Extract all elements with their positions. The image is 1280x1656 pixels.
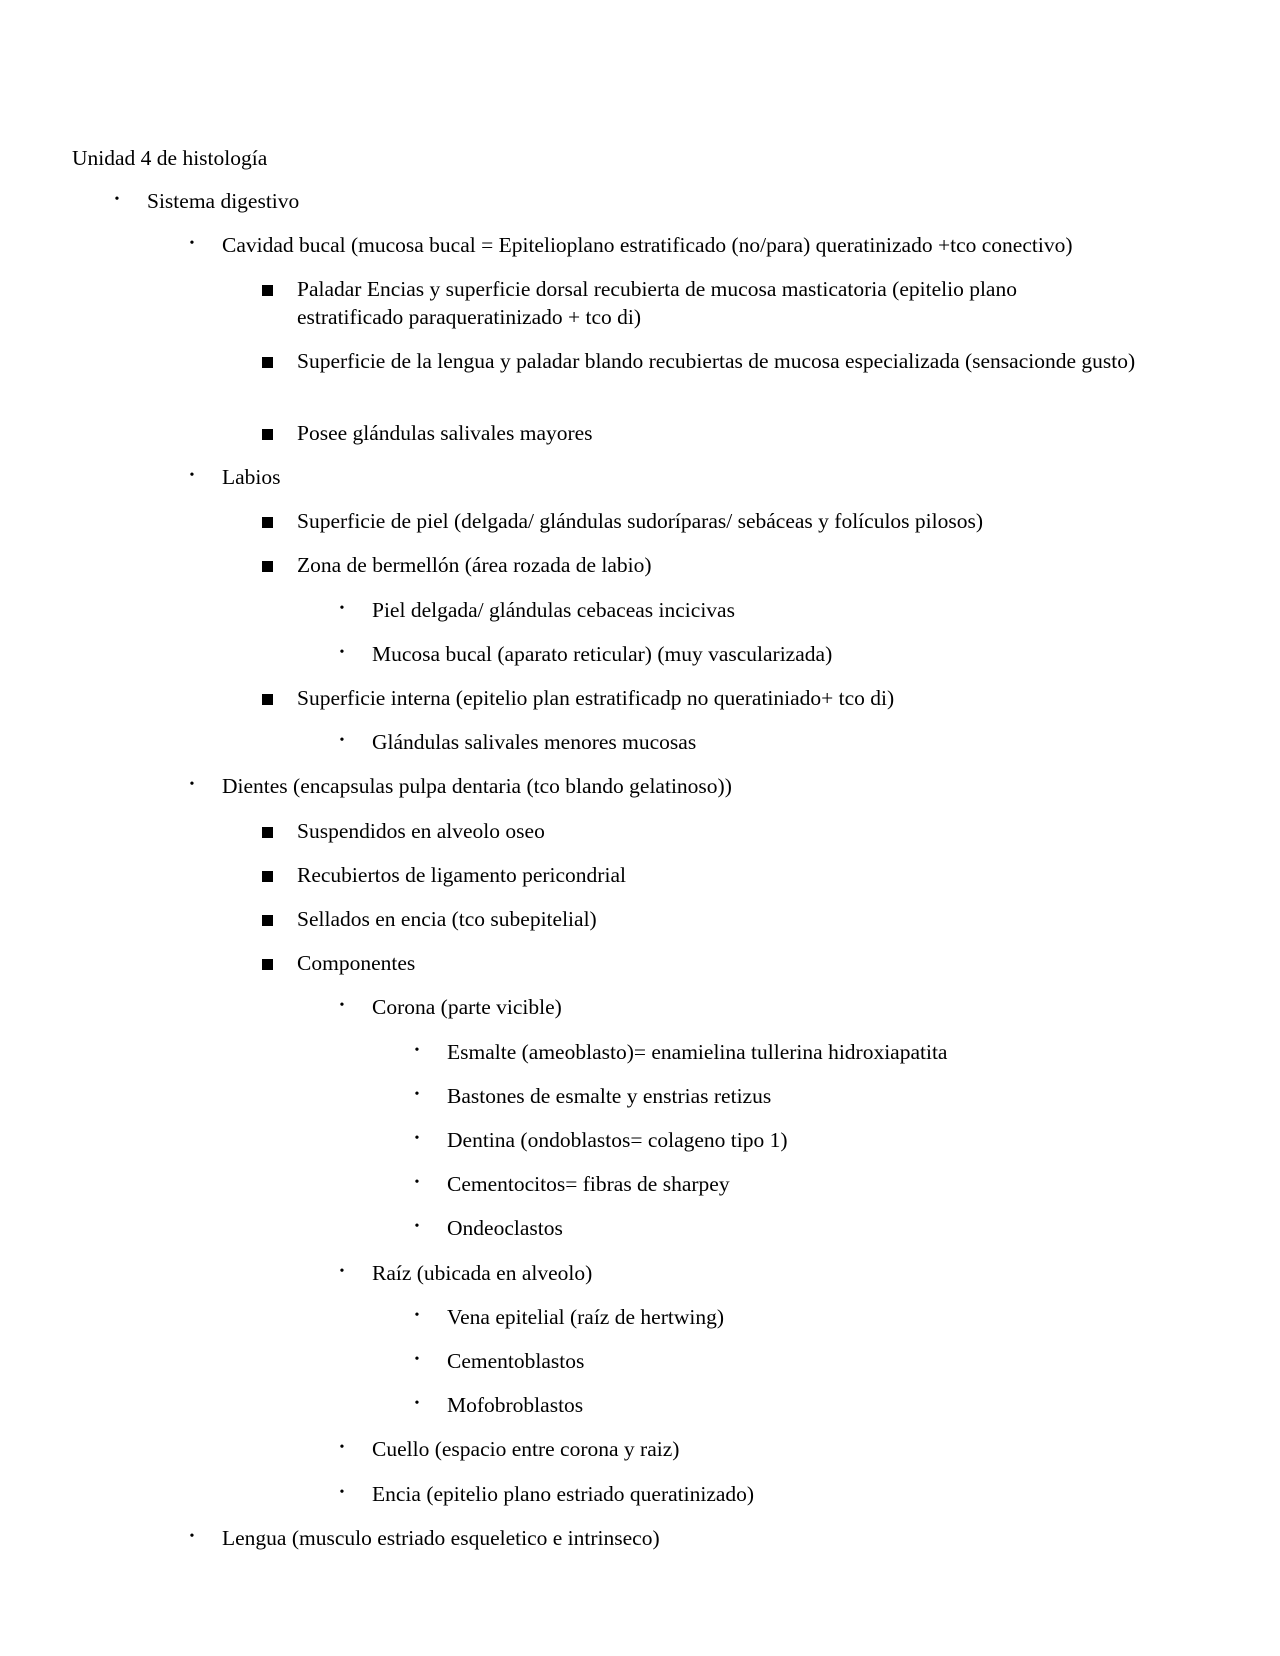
list-item: • Glándulas salivales menores mucosas xyxy=(372,728,1152,756)
list-item: • Sistema digestivo xyxy=(147,187,299,215)
bullet-dot-icon: • xyxy=(114,192,120,207)
bullet-dot-icon: • xyxy=(189,1529,195,1544)
bullet-square-icon xyxy=(257,275,277,303)
bullet-dot-icon: • xyxy=(339,1264,345,1279)
list-item: • Piel delgada/ glándulas cebaceas incicivas xyxy=(372,596,1152,624)
bullet-dot-icon: • xyxy=(339,733,345,748)
list-item: • Labios xyxy=(222,463,1152,491)
list-item: • Dentina (ondoblastos= colageno tipo 1) xyxy=(447,1126,1147,1154)
bullet-square-icon xyxy=(257,419,277,447)
bullet-dot-icon: • xyxy=(339,645,345,660)
bullet-dot-icon: • xyxy=(189,468,195,483)
bullet-dot-icon: • xyxy=(414,1308,420,1323)
list-item: • Ondeoclastos xyxy=(447,1214,1147,1242)
list-item: • Vena epitelial (raíz de hertwing) xyxy=(447,1303,1147,1331)
list-item: Componentes xyxy=(297,949,1147,977)
bullet-square-icon xyxy=(257,347,277,375)
bullet-dot-icon: • xyxy=(339,998,345,1013)
bullet-square-icon xyxy=(257,817,277,845)
bullet-dot-icon: • xyxy=(414,1352,420,1367)
list-item: • Mofobroblastos xyxy=(447,1391,1147,1419)
list-item: Sellados en encia (tco subepitelial) xyxy=(297,905,1147,933)
bullet-dot-icon: • xyxy=(414,1131,420,1146)
list-item: Superficie de piel (delgada/ glándulas sudoríparas/ sebáceas y folículos pilosos) xyxy=(297,507,1147,535)
list-item: • Mucosa bucal (aparato reticular) (muy vascularizada) xyxy=(372,640,1152,668)
bullet-dot-icon: • xyxy=(414,1396,420,1411)
bullet-square-icon xyxy=(257,551,277,579)
list-item: • Bastones de esmalte y enstrias retizus xyxy=(447,1082,1147,1110)
list-item: Superficie de la lengua y paladar blando recubiertas de mucosa especializada (sensacionde gusto) xyxy=(297,347,1157,375)
list-item: • Cuello (espacio entre corona y raiz) xyxy=(372,1435,1152,1463)
list-item: • Dientes (encapsulas pulpa dentaria (tco blando gelatinoso)) xyxy=(222,772,1152,800)
list-item: Zona de bermellón (área rozada de labio) xyxy=(297,551,1147,579)
bullet-square-icon xyxy=(257,684,277,712)
list-item: • Cementocitos= fibras de sharpey xyxy=(447,1170,1147,1198)
bullet-dot-icon: • xyxy=(414,1219,420,1234)
list-item: • Lengua (musculo estriado esqueletico e intrinseco) xyxy=(222,1524,1152,1552)
bullet-dot-icon: • xyxy=(414,1175,420,1190)
list-item: • Corona (parte vicible) xyxy=(372,993,1152,1021)
bullet-dot-icon: • xyxy=(414,1043,420,1058)
list-item: • Esmalte (ameoblasto)= enamielina tullerina hidroxiapatita xyxy=(447,1038,1147,1066)
list-item: • Encia (epitelio plano estriado queratinizado) xyxy=(372,1480,1152,1508)
bullet-square-icon xyxy=(257,507,277,535)
list-item: Superficie interna (epitelio plan estratificadp no queratiniado+ tco di) xyxy=(297,684,1147,712)
bullet-dot-icon: • xyxy=(339,1440,345,1455)
bullet-square-icon xyxy=(257,949,277,977)
bullet-dot-icon: • xyxy=(189,236,195,251)
list-item: • Cementoblastos xyxy=(447,1347,1147,1375)
list-item: • Raíz (ubicada en alveolo) xyxy=(372,1259,1152,1287)
bullet-square-icon xyxy=(257,861,277,889)
bullet-dot-icon: • xyxy=(339,601,345,616)
list-item: Posee glándulas salivales mayores xyxy=(297,419,1147,447)
list-item: • Cavidad bucal (mucosa bucal = Epitelioplano estratificado (no/para) queratinizado +tco conectivo) xyxy=(222,231,1152,259)
list-item: Paladar Encias y superficie dorsal recubierta de mucosa masticatoria (epitelio plano estratificado paraqueratinizado + tco di) xyxy=(297,275,1117,331)
bullet-dot-icon: • xyxy=(189,777,195,792)
document-title: Unidad 4 de histología xyxy=(72,146,268,170)
bullet-dot-icon: • xyxy=(339,1485,345,1500)
list-item: Suspendidos en alveolo oseo xyxy=(297,817,1147,845)
bullet-square-icon xyxy=(257,905,277,933)
list-item: Recubiertos de ligamento pericondrial xyxy=(297,861,1147,889)
bullet-dot-icon: • xyxy=(414,1087,420,1102)
